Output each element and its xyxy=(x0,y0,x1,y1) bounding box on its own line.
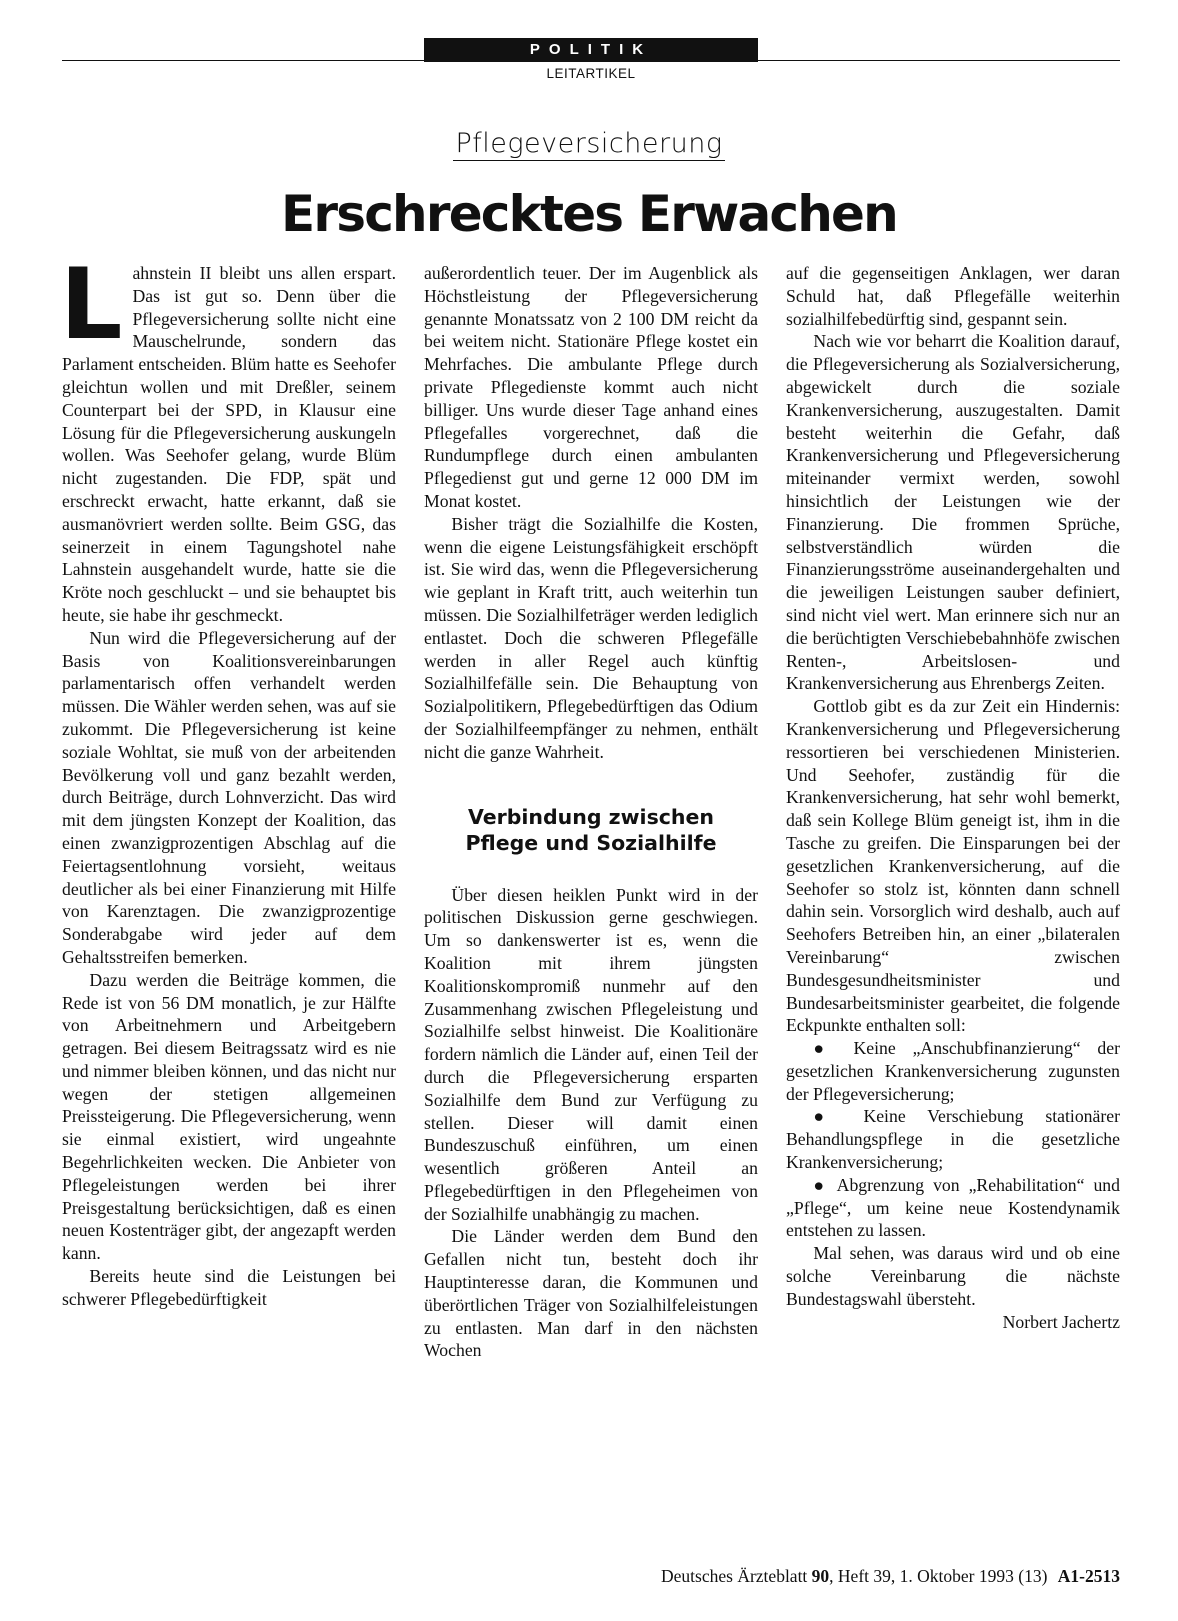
paragraph: Gottlob gibt es da zur Zeit ein Hindernis: Krankenversicherung und Pflegeversicherung ressortieren bei verschiedenen Ministerien. Und Seehofer, zuständig für die Krankenversicherung, hat sehr wohl bemerkt, daß sein Kollege Blüm geneigt ist, ihm in die Tasche zu greifen. Die Einsparungen bei der gesetzlichen Krankenversicherung, auf die Seehofer so stolz ist, könnten dann schnell dahin sein. Vorsorglich wird deshalb, auch auf Seehofers Betreiben hin, an einer „bilateralen Vereinbarung“ zwischen Bundesgesundheitsminister und Bundesarbeitsminister gearbeitet, die folgende Eckpunkte enthalten soll: xyxy=(786,696,1120,1036)
author-signature: Norbert Jachertz xyxy=(1002,1311,1120,1332)
journal-name: Deutsches Ärzteblatt xyxy=(661,1566,808,1586)
paragraph: Bereits heute sind die Leistungen bei schwerer Pflegebedürftigkeit xyxy=(62,1266,396,1309)
paragraph: Nach wie vor beharrt die Koalition darauf, die Pflegeversicherung als Sozialversicherung, abgewickelt durch die soziale Krankenversicherung, auszugestalten. Damit besteht weiterhin die Gefahr, daß Krankenversicherung und Pflegeversicherung miteinander vermixt werden, sowohl hinsichtlich der Leistungen wie der Finanzierung. Die frommen Sprüche, selbstverständlich würden die Finanzierungsströme auseinandergehalten und die jeweiligen Leistungen sauber definiert, sind nicht viel wert. Man erinnere sich nur an die berüchtigten Verschiebebahnhöfe zwischen Renten-, Arbeitslosen- und Krankenversicherung aus Ehrenbergs Zeiten. xyxy=(786,331,1120,694)
bullet-text: Keine Verschiebung stationärer Behandlungspflege in die gesetzliche Krankenversicherung; xyxy=(786,1106,1121,1173)
article-kicker xyxy=(0,128,1178,159)
kicker-text: Pflegeversicherung xyxy=(455,128,723,159)
subsection-label: LEITARTIKEL xyxy=(546,66,636,81)
paragraph: Nun wird die Pflegeversicherung auf der Basis von Koalitionsvereinbarungen parlamentarisch offen verhandelt werden müssen. Die Wähler werden sehen, was auf sie zukommt. Die Pflegeversicherung ist keine soziale Wohltat, sie muß von der arbeitenden Bevölkerung voll und ganz bezahlt werden, durch Beiträge, durch Lohnverzicht. Das wird mit dem jüngsten Konzept der Koalition, das einen zwanzigprozentigen Abschlag auf die Feiertagsentlohnung vorsieht, weitaus deutlicher als bei einer Finanzierung mit Hilfe von Karenztagen. Die zwanzigprozentige Sonderabgabe wird jeder auf dem Gehaltsstreifen bemerken. xyxy=(62,627,396,967)
page-footer xyxy=(661,1566,1120,1587)
bullet-icon: ● xyxy=(813,1106,842,1127)
subheading xyxy=(424,804,758,856)
page-number: A1-2513 xyxy=(1057,1566,1120,1586)
bullet-item xyxy=(786,1174,1120,1242)
section-label: POLITIK xyxy=(424,38,758,62)
paragraph: Über diesen heiklen Punkt wird in der politischen Diskussion gerne geschwiegen. Um so dankenswerter ist es, wenn die Koalition mit ihrem jüngsten Koalitionskompromiß nunmehr auf den Zusammenhang zwischen Pflegeleistung und Sozialhilfe selbst hinweist. Die Koalitionäre fordern nämlich die Länder auf, einen Teil der durch die Pflegeversicherung ersparten Sozialhilfe dem Bund zur Verfügung zu stellen. Dieser will damit einen Bundeszuschuß einführen, um einen wesentlich größeren Anteil an Pflegebedürftigen in den Pflegeheimen von der Sozialhilfe unabhängig zu machen. xyxy=(424,884,758,1224)
issue-date: , Heft 39, 1. Oktober 1993 (13) xyxy=(829,1566,1048,1586)
bullet-text: Keine „Anschubfinanzierung“ der gesetzlichen Krankenversicherung zugunsten der Pflegeversicherung; xyxy=(786,1038,1121,1104)
paragraph: Dazu werden die Beiträge kommen, die Rede ist von 56 DM monatlich, je zur Hälfte von Arbeitnehmern und Arbeitgebern getragen. Bei diesem Beitragssatz wird es nie und nimmer bleiben können, und das nicht nur wegen der stetigen allgemeinen Preissteigerung. Die Pflegeversicherung, wenn sie einmal existiert, wird ungeahnte Begehrlichkeiten wecken. Die Anbieter von Pflegeleistungen werden bei ihrer Preisgestaltung berücksichtigen, daß es einen neuen Kostenträger gibt, der angezapft werden kann. xyxy=(62,969,396,1264)
article-column-2 xyxy=(424,262,758,1362)
article-column-1 xyxy=(60,248,396,1311)
bullet-item xyxy=(786,1105,1120,1173)
paragraph: auf die gegenseitigen Anklagen, wer daran Schuld hat, daß Pflegefälle weiterhin sozialhilfebedürftig sind, gespannt sein. xyxy=(786,263,1120,329)
drop-cap: L xyxy=(60,248,123,362)
bullet-text: Abgrenzung von „Rehabilitation“ und „Pflege“, um keine neue Kostendynamik entstehen zu lassen. xyxy=(786,1174,1120,1241)
subheading-line: Verbindung zwischen xyxy=(467,804,715,829)
article-column-3 xyxy=(786,262,1120,1333)
paragraph: außerordentlich teuer. Der im Augenblick als Höchstleistung der Pflegeversicherung genannte Monatssatz von 2 100 DM reicht da bei weitem nicht. Stationäre Pflege kostet ein Mehrfaches. Die ambulante Pflege durch private Pflegedienste kommt auch nicht billiger. Uns wurde dieser Tage anhand eines Pflegefalles vorgerechnet, daß die Rundumpflege durch einen ambulanten Pflegedienst gut und gerne 12 000 DM im Monat kostet. xyxy=(424,263,758,511)
subheading-line: Pflege und Sozialhilfe xyxy=(465,830,717,855)
paragraph: Die Länder werden dem Bund den Gefallen nicht tun, besteht doch ihr Hauptinteresse daran, die Kommunen und überörtlichen Träger von Sozialhilfeleistungen zu entlasten. Man darf in den nächsten Wochen xyxy=(424,1226,758,1361)
bullet-icon: ● xyxy=(813,1174,829,1195)
paragraph xyxy=(60,248,396,627)
paragraph-text: ahnstein II bleibt uns allen erspart. Das ist gut so. Denn über die Pflegeversicherung sollte nicht eine Mauschelrunde, sondern das Parlament entscheiden. Blüm hatte es Seehofer gleichtun wollen und mit Dreßler, seinem Counterpart bei der SPD, in Klausur eine Lösung für die Pflegeversicherung auskungeln wollen. Was Seehofer gelang, wurde Blüm nicht zugestanden. Die FDP, spät und erschreckt erwacht, hatte erkannt, daß sie ausmanövriert werden sollte. Beim GSG, das seinerzeit in einem Tagungshotel nahe Lahnstein ausgehandelt wurde, hatte sie die Kröte noch geschluckt – und sie behauptet bis heute, sie habe ihr geschmeckt. xyxy=(62,263,396,625)
paragraph: Bisher trägt die Sozialhilfe die Kosten, wenn die eigene Leistungsfähigkeit erschöpft ist. Sie wird das, wenn die Pflegeversicherung wie geplant in Kraft tritt, auch weiterhin tun müssen. Die Sozialhilfeträger werden lediglich entlastet. Doch die schweren Pflegefälle werden in aller Regel auch künftig Sozialhilfefälle sein. Die Behauptung von Sozialpolitikern, Pflegebedürftigen das Odium der Sozialhilfeempfänger zu nehmen, enthält nicht die ganze Wahrheit. xyxy=(424,513,758,762)
bullet-item xyxy=(786,1037,1120,1105)
bullet-icon: ● xyxy=(813,1038,837,1059)
article-headline: Erschrecktes Erwachen xyxy=(281,185,897,243)
volume-number: 90 xyxy=(811,1566,830,1586)
paragraph: Mal sehen, was daraus wird und ob eine solche Vereinbarung die nächste Bundestagswahl übersteht. xyxy=(786,1243,1120,1309)
